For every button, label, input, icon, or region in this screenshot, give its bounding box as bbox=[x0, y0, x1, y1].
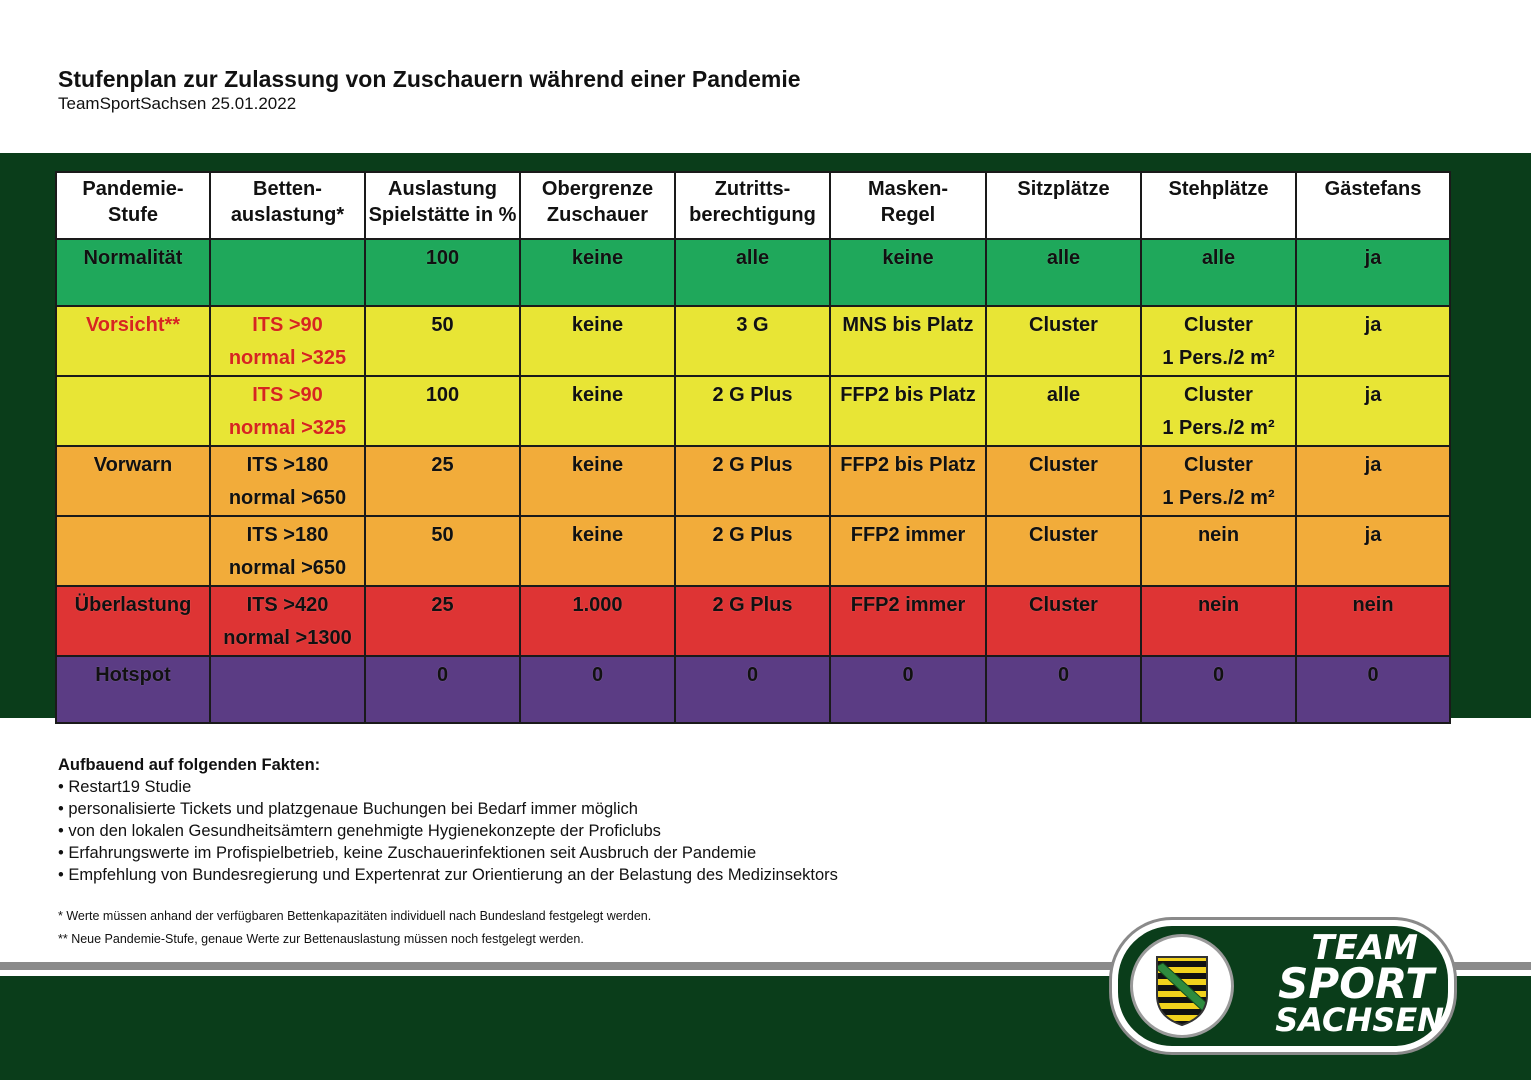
cell-text: keine bbox=[571, 454, 624, 476]
team-sport-sachsen-logo bbox=[1112, 920, 1454, 1052]
column-header bbox=[1296, 172, 1450, 239]
cell-text: 1 Pers./2 m² bbox=[1162, 487, 1275, 509]
table-cell bbox=[210, 586, 365, 656]
facts-section bbox=[58, 754, 838, 886]
column-header bbox=[56, 172, 210, 239]
table-cell bbox=[1296, 239, 1450, 306]
logo-emblem-ring bbox=[1130, 934, 1234, 1038]
footnote-1: * Werte müssen anhand der verfügbaren Bettenkapazitäten individuell nach Bundesland festgelegt werden. bbox=[58, 909, 652, 923]
table-cell bbox=[210, 376, 365, 446]
cell-text: keine bbox=[571, 524, 624, 546]
table-cell bbox=[365, 376, 520, 446]
table-cell bbox=[520, 446, 675, 516]
cell-text: alle bbox=[1046, 384, 1081, 406]
column-header bbox=[830, 172, 986, 239]
table-row bbox=[56, 446, 1450, 516]
table-cell bbox=[986, 516, 1141, 586]
table-cell bbox=[56, 239, 210, 306]
footnote-2: ** Neue Pandemie-Stufe, genaue Werte zur Bettenauslastung müssen noch festgelegt werden. bbox=[58, 932, 584, 946]
table-cell bbox=[1296, 446, 1450, 516]
table-cell bbox=[1296, 376, 1450, 446]
table-cell bbox=[1296, 656, 1450, 723]
cell-text: ITS >90 bbox=[252, 384, 323, 406]
cell-text: 1 Pers./2 m² bbox=[1162, 347, 1275, 369]
fact-item: • personalisierte Tickets und platzgenaue Buchungen bei Bedarf immer möglich bbox=[58, 800, 638, 818]
column-header-line: Stufe bbox=[108, 204, 158, 226]
table-cell bbox=[830, 516, 986, 586]
table-cell bbox=[830, 656, 986, 723]
table-cell bbox=[56, 446, 210, 516]
cell-text: ITS >180 bbox=[246, 454, 329, 476]
logo-wordmark bbox=[1244, 930, 1444, 1038]
table-cell bbox=[520, 656, 675, 723]
cell-text: MNS bis Platz bbox=[842, 314, 974, 336]
cell-text: ja bbox=[1364, 314, 1382, 336]
table-cell bbox=[1296, 306, 1450, 376]
table-cell bbox=[365, 586, 520, 656]
cell-text: 3 G bbox=[736, 314, 769, 336]
table-cell bbox=[1296, 586, 1450, 656]
table-cell bbox=[986, 586, 1141, 656]
table-cell bbox=[56, 376, 210, 446]
table-cell bbox=[986, 656, 1141, 723]
cell-text: Cluster bbox=[1184, 314, 1253, 336]
cell-text: Cluster bbox=[1029, 454, 1098, 476]
table-cell bbox=[520, 376, 675, 446]
table-cell bbox=[675, 239, 830, 306]
cell-text: 50 bbox=[431, 314, 454, 336]
cell-text: nein bbox=[1352, 594, 1394, 616]
cell-text: alle bbox=[1201, 247, 1236, 269]
column-header bbox=[365, 172, 520, 239]
table-cell bbox=[986, 306, 1141, 376]
table-cell bbox=[1141, 586, 1296, 656]
table-cell bbox=[365, 516, 520, 586]
cell-text: ja bbox=[1364, 384, 1382, 406]
table-row bbox=[56, 516, 1450, 586]
table-cell bbox=[830, 376, 986, 446]
table-cell bbox=[365, 306, 520, 376]
cell-text: 25 bbox=[431, 594, 454, 616]
cell-text: 100 bbox=[425, 247, 460, 269]
column-header-line: Masken- bbox=[867, 178, 949, 200]
logo-line-sport: SPORT bbox=[1278, 959, 1434, 1008]
table-cell bbox=[830, 239, 986, 306]
column-header-line: Spielstätte in % bbox=[368, 204, 517, 226]
cell-text: Hotspot bbox=[95, 664, 171, 686]
cell-text: nein bbox=[1197, 594, 1240, 616]
cell-text: FFP2 bis Platz bbox=[840, 454, 976, 476]
column-header bbox=[520, 172, 675, 239]
table-row bbox=[56, 586, 1450, 656]
footnotes bbox=[58, 905, 651, 951]
fact-item: • Erfahrungswerte im Profispielbetrieb, keine Zuschauerinfektionen seit Ausbruch der Pandemie bbox=[58, 844, 757, 862]
column-header-line: Obergrenze bbox=[541, 178, 654, 200]
cell-text: FFP2 immer bbox=[850, 594, 966, 616]
cell-text: ja bbox=[1364, 524, 1382, 546]
table-cell bbox=[210, 306, 365, 376]
table-cell bbox=[210, 516, 365, 586]
table-cell bbox=[56, 516, 210, 586]
cell-text: 2 G Plus bbox=[712, 454, 793, 476]
column-header-line: Zuschauer bbox=[546, 204, 649, 226]
page-title: Stufenplan zur Zulassung von Zuschauern während einer Pandemie bbox=[58, 66, 801, 92]
table-header-row bbox=[56, 172, 1450, 239]
table-cell bbox=[675, 656, 830, 723]
cell-text: 1 Pers./2 m² bbox=[1162, 417, 1275, 439]
saxony-coat-of-arms-icon bbox=[1133, 937, 1231, 1035]
column-header-line: Gästefans bbox=[1324, 178, 1422, 200]
cell-text: 100 bbox=[425, 384, 460, 406]
table-row bbox=[56, 306, 1450, 376]
cell-text: FFP2 immer bbox=[850, 524, 966, 546]
cell-text: 2 G Plus bbox=[712, 384, 793, 406]
column-header-line: Zutritts- bbox=[714, 178, 791, 200]
column-header bbox=[210, 172, 365, 239]
table-cell bbox=[830, 586, 986, 656]
table-cell bbox=[1141, 306, 1296, 376]
page-subtitle: TeamSportSachsen 25.01.2022 bbox=[58, 94, 297, 113]
table-cell bbox=[1141, 376, 1296, 446]
table-body bbox=[56, 239, 1450, 723]
cell-text: Cluster bbox=[1029, 594, 1098, 616]
table-cell bbox=[675, 516, 830, 586]
cell-text: Cluster bbox=[1029, 314, 1098, 336]
cell-text: keine bbox=[571, 314, 624, 336]
table-row bbox=[56, 376, 1450, 446]
cell-text: keine bbox=[882, 247, 934, 269]
fact-item: • von den lokalen Gesundheitsämtern genehmigte Hygienekonzepte der Proficlubs bbox=[58, 822, 661, 840]
table-cell bbox=[986, 446, 1141, 516]
cell-text: 0 bbox=[591, 664, 604, 686]
cell-text: ITS >420 bbox=[246, 594, 329, 616]
cell-text: ja bbox=[1364, 454, 1382, 476]
column-header bbox=[986, 172, 1141, 239]
table-cell bbox=[520, 306, 675, 376]
table-cell bbox=[520, 516, 675, 586]
column-header-line: Sitzplätze bbox=[1017, 178, 1110, 200]
table-cell bbox=[1141, 656, 1296, 723]
cell-text: Überlastung bbox=[74, 594, 192, 616]
cell-text: alle bbox=[735, 247, 770, 269]
cell-text: nein bbox=[1197, 524, 1240, 546]
column-header bbox=[1141, 172, 1296, 239]
table-cell bbox=[1296, 516, 1450, 586]
cell-text: 1.000 bbox=[572, 594, 623, 616]
table-cell bbox=[986, 239, 1141, 306]
cell-text: keine bbox=[571, 247, 624, 269]
cell-text: Normalität bbox=[83, 247, 183, 269]
logo-line-sachsen: SACHSEN bbox=[1275, 1001, 1444, 1039]
cell-text: 2 G Plus bbox=[712, 594, 793, 616]
table-cell bbox=[1141, 446, 1296, 516]
table-cell bbox=[1141, 516, 1296, 586]
table-cell bbox=[675, 376, 830, 446]
cell-text: 0 bbox=[1057, 664, 1070, 686]
table-cell bbox=[210, 656, 365, 723]
cell-text: FFP2 bis Platz bbox=[840, 384, 976, 406]
table-cell bbox=[675, 306, 830, 376]
column-header-line: Pandemie- bbox=[82, 178, 184, 200]
fact-item: • Empfehlung von Bundesregierung und Expertenrat zur Orientierung an der Belastung des Medizinsektors bbox=[58, 866, 838, 884]
cell-text: 2 G Plus bbox=[712, 524, 793, 546]
table-cell bbox=[675, 586, 830, 656]
table-cell bbox=[986, 376, 1141, 446]
facts-heading: Aufbauend auf folgenden Fakten: bbox=[58, 756, 321, 774]
cell-text: Vorwarn bbox=[93, 454, 173, 476]
cell-text: ITS >90 bbox=[252, 314, 323, 336]
table-cell bbox=[56, 656, 210, 723]
column-header-line: Stehplätze bbox=[1168, 178, 1269, 200]
table-cell bbox=[1141, 239, 1296, 306]
table-cell bbox=[520, 239, 675, 306]
cell-text: Vorsicht** bbox=[85, 314, 181, 336]
cell-text: 0 bbox=[902, 664, 914, 686]
column-header bbox=[675, 172, 830, 239]
table-cell bbox=[675, 446, 830, 516]
cell-text: alle bbox=[1046, 247, 1081, 269]
cell-text: Cluster bbox=[1184, 454, 1253, 476]
fact-item: • Restart19 Studie bbox=[58, 778, 192, 796]
cell-text: Cluster bbox=[1184, 384, 1253, 406]
cell-text: 0 bbox=[1367, 664, 1379, 686]
cell-text: 0 bbox=[1212, 664, 1225, 686]
cell-text: 0 bbox=[436, 664, 449, 686]
table-cell bbox=[210, 446, 365, 516]
table-cell bbox=[56, 586, 210, 656]
column-header-line: berechtigung bbox=[689, 204, 816, 226]
cell-text: normal >325 bbox=[228, 417, 347, 439]
cell-text: 25 bbox=[431, 454, 454, 476]
logo-line-team: TEAM bbox=[1311, 928, 1418, 968]
column-header-line: Auslastung bbox=[388, 178, 497, 200]
cell-text: keine bbox=[571, 384, 624, 406]
cell-text: 0 bbox=[746, 664, 759, 686]
table-cell bbox=[520, 586, 675, 656]
cell-text: ja bbox=[1364, 247, 1382, 269]
cell-text: normal >325 bbox=[228, 347, 347, 369]
cell-text: 50 bbox=[431, 524, 454, 546]
column-header-line: auslastung* bbox=[230, 204, 345, 226]
table-cell bbox=[830, 306, 986, 376]
stufenplan-table bbox=[55, 171, 1451, 724]
cell-text: ITS >180 bbox=[246, 524, 329, 546]
column-header-line: Betten- bbox=[253, 178, 322, 200]
table-cell bbox=[365, 656, 520, 723]
table-cell bbox=[365, 239, 520, 306]
table-cell bbox=[830, 446, 986, 516]
table-row bbox=[56, 239, 1450, 306]
column-header-line: Regel bbox=[880, 204, 936, 226]
table-cell bbox=[210, 239, 365, 306]
cell-text: Cluster bbox=[1029, 524, 1098, 546]
cell-text: normal >650 bbox=[228, 557, 347, 579]
cell-text: normal >650 bbox=[228, 487, 347, 509]
table-cell bbox=[56, 306, 210, 376]
table-cell bbox=[365, 446, 520, 516]
cell-text: normal >1300 bbox=[223, 627, 352, 649]
table-row bbox=[56, 656, 1450, 723]
